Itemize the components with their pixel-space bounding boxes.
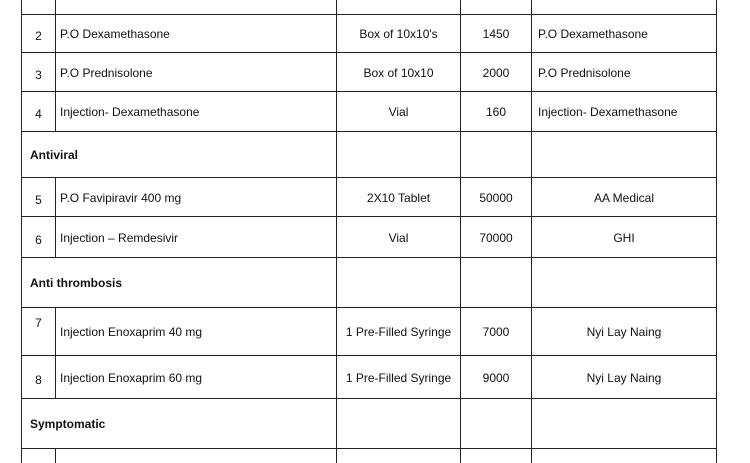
row-number: 3 <box>21 53 55 92</box>
row-number: 6 <box>21 217 55 258</box>
table-row <box>21 177 717 217</box>
category-row <box>21 131 717 178</box>
empty-cell <box>460 258 531 308</box>
category-label: Antiviral <box>21 132 336 178</box>
table-row <box>21 52 717 92</box>
quantity <box>460 449 531 463</box>
table-row <box>21 355 717 399</box>
category-row <box>21 257 717 308</box>
category-label: Anti thrombosis <box>21 258 336 308</box>
pack-size: 2X10 Tablet <box>336 178 460 217</box>
row-number: 2 <box>21 15 55 53</box>
source: P.O Prednisolone <box>531 53 717 92</box>
row-number: 5 <box>21 178 55 217</box>
row-number: 8 <box>21 356 55 399</box>
source <box>531 0 717 15</box>
quantity: 7000 <box>460 308 531 356</box>
source: Nyi Lay Naing <box>531 308 717 356</box>
table-row <box>21 91 717 132</box>
pack-size: 1 Pre-Filled Syringe <box>336 356 460 399</box>
quantity: 160 <box>460 92 531 132</box>
source: Injection- Dexamethasone <box>531 92 717 132</box>
table-row <box>21 448 717 463</box>
medicine-name <box>55 449 336 463</box>
row-number: 4 <box>21 92 55 132</box>
table-row <box>21 216 717 258</box>
quantity <box>460 0 531 15</box>
medicine-name: P.O Favipiravir 400 mg <box>55 178 336 217</box>
source: P.O Dexamethasone <box>531 15 717 53</box>
pack-size: Box of 10x10's <box>336 15 460 53</box>
table-row <box>21 0 717 15</box>
quantity: 9000 <box>460 356 531 399</box>
quantity: 70000 <box>460 217 531 258</box>
medicine-name: P.O Prednisolone <box>55 53 336 92</box>
category-label: Symptomatic <box>21 399 336 449</box>
empty-cell <box>531 399 717 449</box>
category-row <box>21 398 717 449</box>
pack-size: Vial <box>336 92 460 132</box>
row-number <box>21 449 55 463</box>
source: AA Medical <box>531 178 717 217</box>
pack-size: Vial <box>336 217 460 258</box>
pack-size <box>336 0 460 15</box>
medicine-name: Injection- Dexamethasone <box>55 92 336 132</box>
empty-cell <box>531 132 717 178</box>
pack-size <box>336 449 460 463</box>
quantity: 50000 <box>460 178 531 217</box>
empty-cell <box>336 258 460 308</box>
empty-cell <box>336 399 460 449</box>
source <box>531 449 717 463</box>
medicine-name: Injection Enoxaprim 60 mg <box>55 356 336 399</box>
source: Nyi Lay Naing <box>531 356 717 399</box>
pack-size: 1 Pre-Filled Syringe <box>336 308 460 356</box>
medicine-name: Injection – Remdesivir <box>55 217 336 258</box>
pack-size: Box of 10x10 <box>336 53 460 92</box>
empty-cell <box>531 258 717 308</box>
empty-cell <box>460 132 531 178</box>
source: GHI <box>531 217 717 258</box>
table-row <box>21 14 717 53</box>
quantity: 1450 <box>460 15 531 53</box>
empty-cell <box>336 132 460 178</box>
medicine-name <box>55 0 336 15</box>
medicine-name: P.O Dexamethasone <box>55 15 336 53</box>
row-number: 7 <box>21 308 55 356</box>
quantity: 2000 <box>460 53 531 92</box>
row-number <box>21 0 55 15</box>
empty-cell <box>460 399 531 449</box>
medicine-name: Injection Enoxaprim 40 mg <box>55 308 336 356</box>
table-row <box>21 307 717 356</box>
